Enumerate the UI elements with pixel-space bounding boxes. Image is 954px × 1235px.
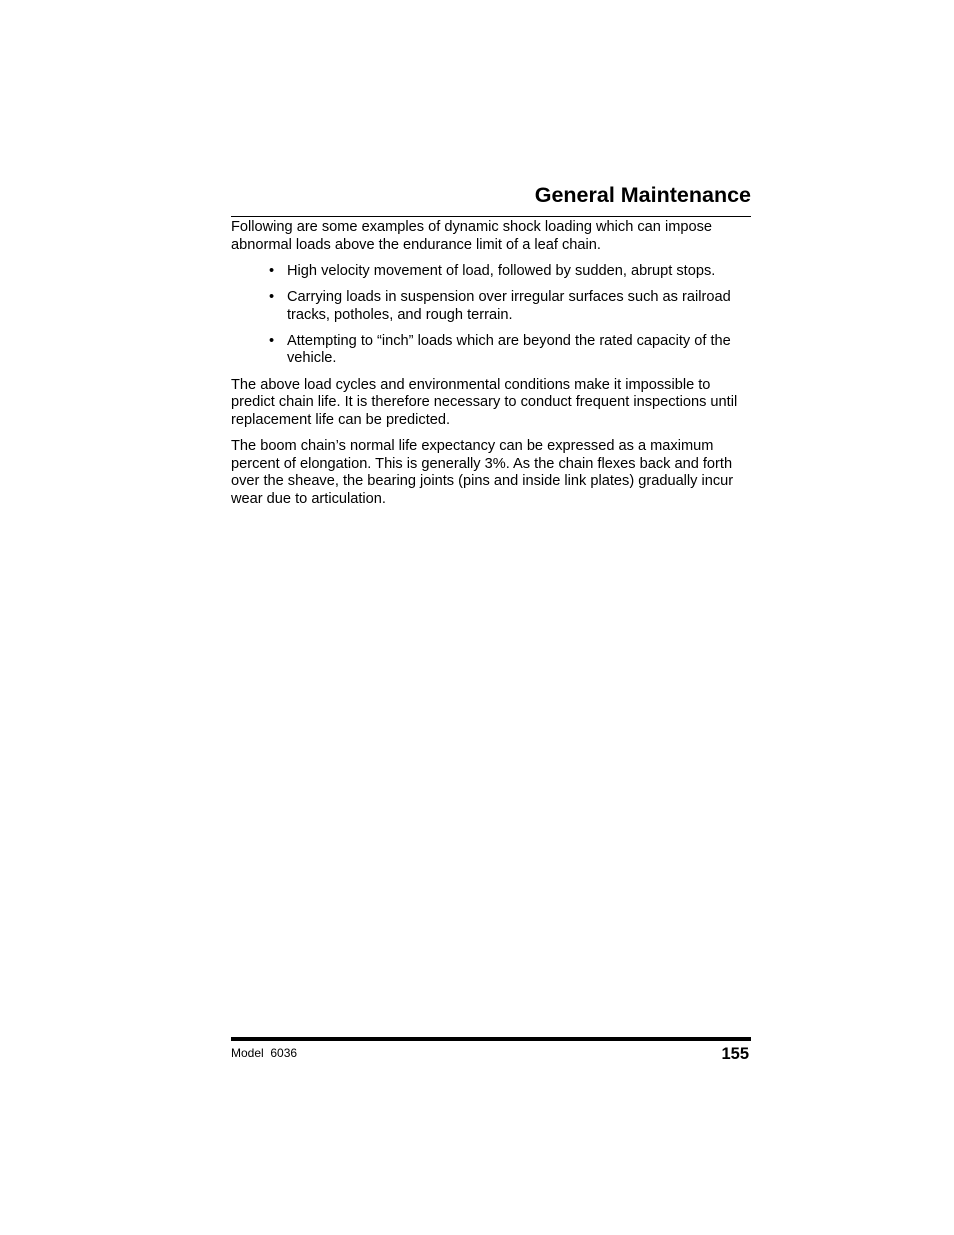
list-item-text: Attempting to “inch” loads which are beyond the rated capacity of the vehicle. xyxy=(287,332,731,366)
page-body xyxy=(231,219,751,517)
bullet-icon: • xyxy=(269,263,275,279)
list-item xyxy=(269,263,751,281)
page-number: 155 xyxy=(721,1045,749,1063)
life-expectancy-paragraph: The boom chain’s normal life expectancy can be expressed as a maximum percent of elongation. This is generally 3%. As the chain flexes back and forth over the sheave, the bearing joints (pins and inside link plates) gradually incur wear due to articulation. xyxy=(231,438,734,507)
list-item-text: Carrying loads in suspension over irregular surfaces such as railroad tracks, potholes, and rough terrain. xyxy=(287,289,731,323)
bullet-icon: • xyxy=(269,289,275,305)
list-item xyxy=(269,289,751,324)
intro-paragraph: Following are some examples of dynamic shock loading which can impose abnormal loads above the endurance limit of a leaf chain. xyxy=(231,219,713,253)
chain-life-paragraph: The above load cycles and environmental conditions make it impossible to predict chain life. It is therefore necessary to conduct frequent inspections until replacement life can be predicted. xyxy=(231,376,738,428)
section-title: General Maintenance xyxy=(534,183,751,207)
bullet-icon: • xyxy=(269,332,275,349)
footer-model-label: Model 6036 xyxy=(231,1046,298,1060)
footer-divider xyxy=(231,1037,751,1041)
shock-loading-list xyxy=(231,263,751,368)
list-item-text: High velocity movement of load, followed by sudden, abrupt stops. xyxy=(287,263,716,279)
title-divider xyxy=(231,216,751,217)
list-item xyxy=(269,332,751,368)
manual-page xyxy=(231,0,751,1235)
